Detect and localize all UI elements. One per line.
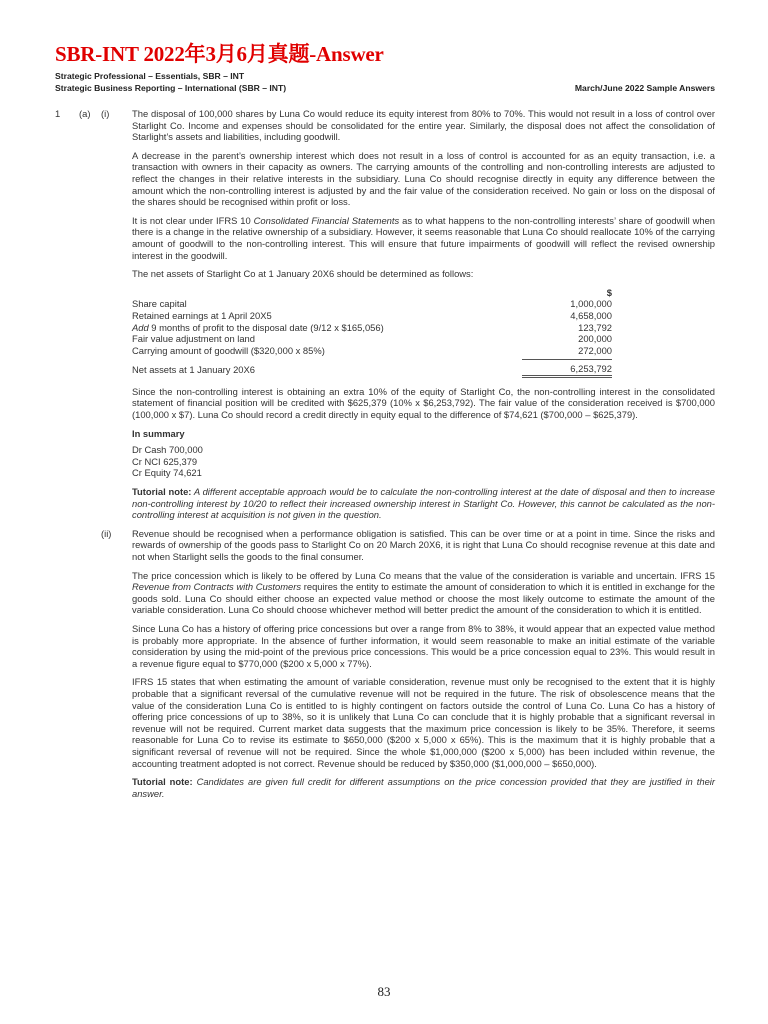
paragraph: IFRS 15 states that when estimating the amount of variable consideration, revenue must only be recognised to the extent that it is highly probable that a significant reversal of the cumulative revenue will not be required in the future. The risk of obsolescence means that the value of the consideration Luna Co is entitled to is highly contingent on factors outside the control of Luna Co. Luna Co has a history of offering price concessions of up to 38%, so it is unlikely that Luna Co can conclude that it is highly probable that a significant reversal in revenue will not be required. Current market data suggests that the maximum price concession is likely to be 35%. Therefore, it seems reasonable for Luna Co to revise its estimate to $650,000 ($200 x 5,000 x 65%). This is the maximum that it is highly probable that a significant reversal of revenue will not be required. Since the whole $1,000,000 ($200 x 5,000) has been included within revenue, the accounting treatment adopted is not correct. Revenue should be reduced by $350,000 ($1,000,000 – $650,000). — [132, 676, 715, 769]
paragraph: The net assets of Starlight Co at 1 January 20X6 should be determined as follows: — [132, 268, 474, 280]
answer-body — [55, 108, 715, 806]
header-session: March/June 2022 Sample Answers — [574, 83, 715, 93]
net-assets-table — [132, 298, 612, 378]
document-header — [55, 70, 715, 94]
question-number: 1 — [55, 108, 61, 119]
page-number: 83 — [377, 984, 391, 999]
journal-line: Dr Cash 700,000 — [132, 444, 203, 456]
paragraph: Since Luna Co has a history of offering price concessions but over a range from 8% to 38%, it would appear that an expected value method is probably more appropriate. In the absence of further information, it would seem reasonable to make an initial estimate of the variable consideration by using the mid-point of the previous price concessions. This would be a price concession equal to 23%. This would result in a revenue figure equal to $770,000 ($200 x 5,000 x 77%). — [132, 622, 715, 669]
paragraph: The price concession which is likely to be offered by Luna Co means that the value of the consideration is variable and uncertain. IFRS 15 Revenue from Contracts with Customers requires the entity to estimate the amount of consideration to which it is entitled in exchange for the goods sold. Luna Co should either choose an expected value method or choose the most likely outcome to estimate the amount of the variable consideration. Luna Co should choose whichever method will better predict the amount of the consideration to which it is entitled. — [132, 569, 716, 616]
table-row: Fair value adjustment on land 200,000 — [132, 333, 612, 345]
journal-line: Cr NCI 625,379 — [132, 455, 198, 467]
question-1a-i — [55, 108, 715, 528]
header-line-1: Strategic Professional – Essentials, SBR – INT — [55, 71, 245, 81]
paragraph: Since the non-controlling interest is obtaining an extra 10% of the equity of Starlight Co, the non-controlling interest in the consolidated statement of financial position will be credited with $625,379 (10% x $6,253,792). The fair value of the consideration received is $700,000 (100,000 x $7). Luna Co should record a credit directly in equity equal to the difference of $74,621 ($700,000 – $625,379). — [132, 385, 715, 421]
currency-header: $ — [606, 286, 612, 298]
table-row: Share capital 1,000,000 — [132, 298, 612, 310]
summary-heading: In summary — [132, 427, 185, 439]
header-line-2: Strategic Business Reporting – International (SBR – INT) — [55, 83, 287, 93]
table-total-row: Net assets at 1 January 20X6 6,253,792 — [132, 360, 612, 377]
table-row: Retained earnings at 1 April 20X5 4,658,000 — [132, 309, 612, 321]
tutorial-note: Tutorial note: Candidates are given full credit for different assumptions on the price concession provided that they are justified in their answer. — [132, 776, 715, 799]
subpart-label-ii: (ii) — [101, 527, 112, 539]
paragraph: A decrease in the parent’s ownership interest which does not result in a loss of control is accounted for as an equity transaction, i.e. a transaction with owners in their capacity as owners. The carrying amounts of the controlling and non-controlling interests are adjusted to reflect the changes in their relative interests in the subsidiary. Luna Co should recognise directly in equity any difference between the amount which the non-controlling interest is adjusted by and the fair value of the consideration received. No gain or loss on the disposal of the shares should be recognised within profit or loss. — [132, 149, 715, 208]
tutorial-note: Tutorial note: A different acceptable approach would be to calculate the non-controlling interest at the date of disposal and then to increase non-controlling interest by 10/20 to reflect their increased ownership interest in Starlight Co. However, this cannot be calculated as the non-controlling interest at acquisition is not given in the question. — [132, 486, 715, 521]
journal-line: Cr Equity 74,621 — [132, 467, 202, 479]
paragraph: It is not clear under IFRS 10 Consolidated Financial Statements as to what happens to the non-controlling interests’ share of goodwill when there is a change in the relative ownership of a subsidiary. However, it seems reasonable that Luna Co should reallocate 10% of the carrying amount of goodwill to the non-controlling interest. This will ensure that future impairments of goodwill will reflect the revised ownership interest in the goodwill. — [132, 214, 716, 261]
part-label: (a) — [79, 108, 91, 119]
journal-entry — [132, 444, 715, 479]
table-row: Add 9 months of profit to the disposal date (9/12 x $165,056) 123,792 — [132, 321, 612, 333]
paragraph: Revenue should be recognised when a performance obligation is satisfied. This can be over time or at a point in time. Since the risks and rewards of ownership of the goods pass to Starlight Co on 20 March 20X6, it is right that Luna Co should recognise revenue at this date and not when Starlight sells the goods to the final consumer. — [132, 527, 715, 562]
table-row: Carrying amount of goodwill ($320,000 x 85%) 272,000 — [132, 345, 612, 360]
question-1a-ii — [101, 528, 715, 806]
page-banner-title: SBR-INT 2022年3月6月真题-Answer — [55, 42, 384, 66]
subpart-label-i: (i) — [101, 108, 110, 119]
paragraph: The disposal of 100,000 shares by Luna Co would reduce its equity interest from 80% to 70%. This would not result in a loss of control over Starlight Co. Income and expenses should be consolidated for the entire year. Similarly, the disposal does not affect the consolidation of Starlight’s assets and liabilities, including goodwill. — [132, 108, 715, 143]
